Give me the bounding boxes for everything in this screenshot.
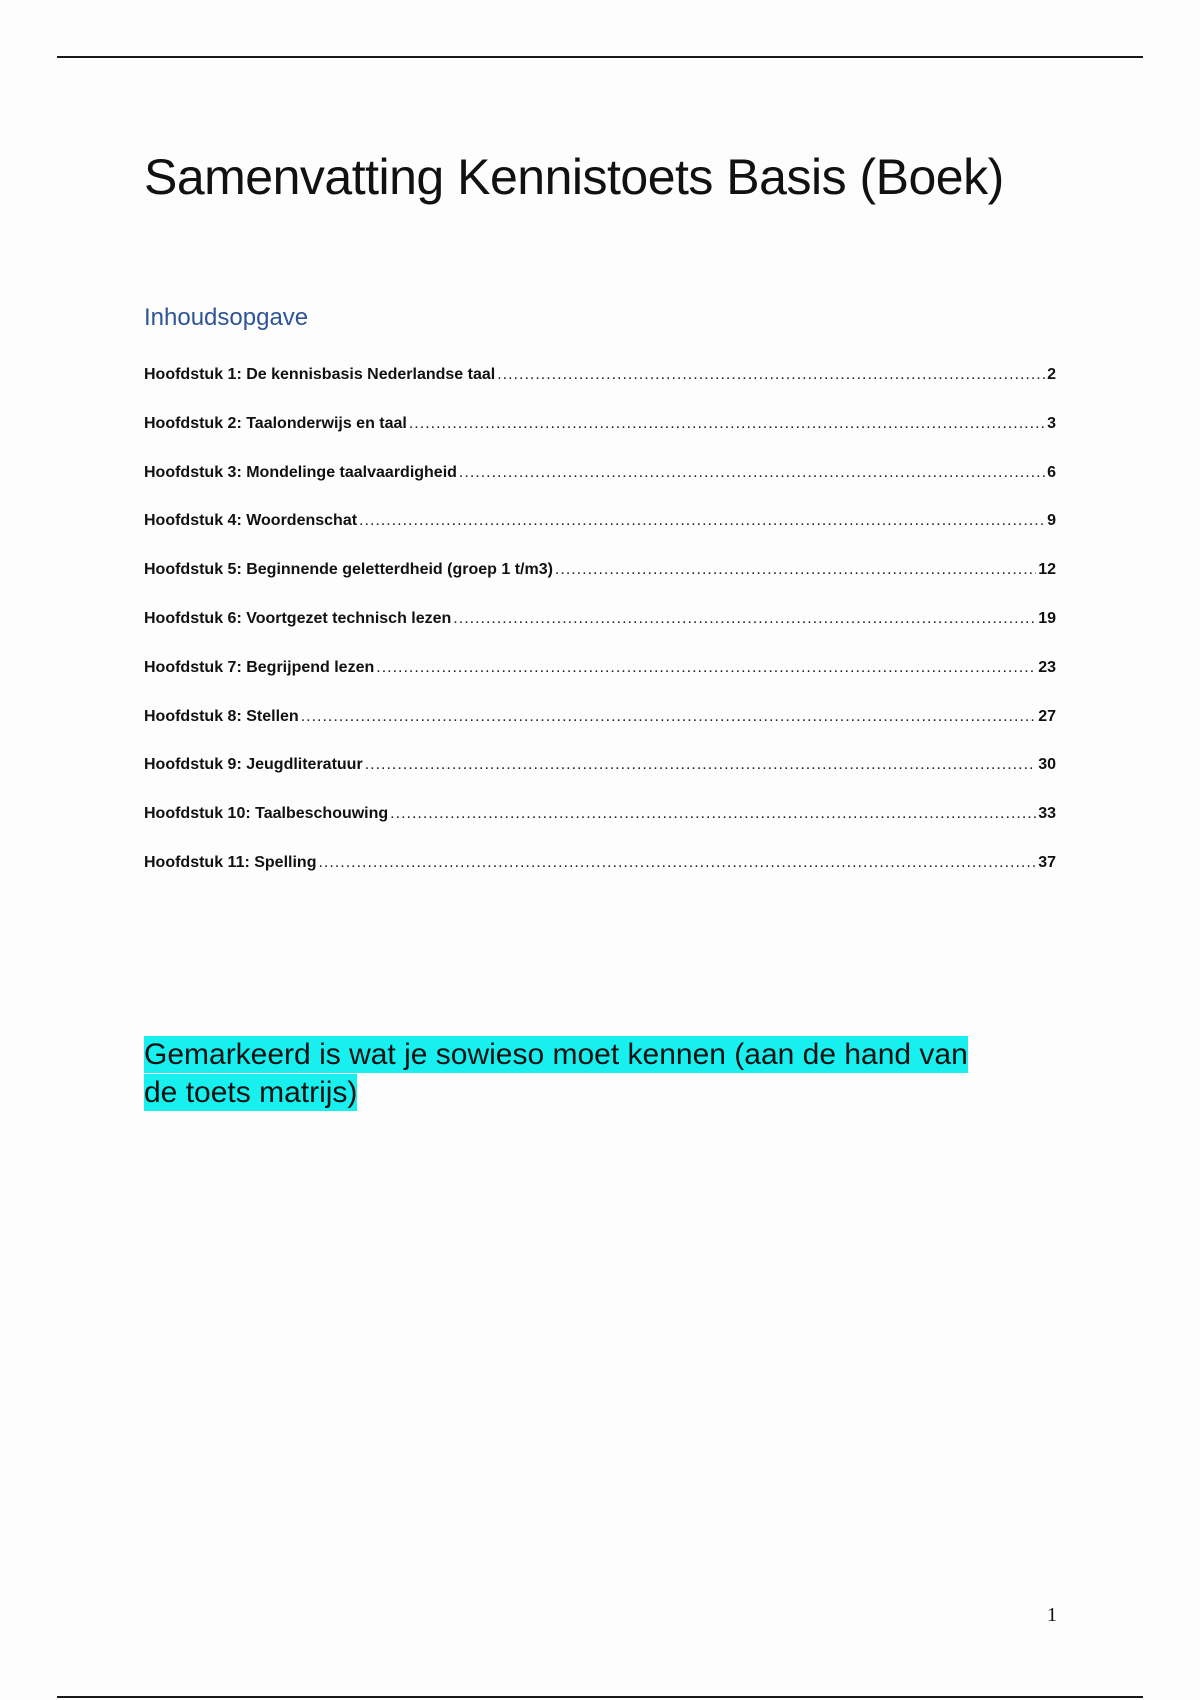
toc-entry[interactable]: [144, 708, 1056, 757]
toc-entry-page: 30: [1038, 756, 1056, 774]
toc-entry[interactable]: [144, 561, 1056, 610]
toc-entry-page: 12: [1038, 561, 1056, 579]
toc-entry-page: 19: [1038, 609, 1056, 627]
toc-entry[interactable]: [144, 854, 1056, 903]
highlight-note-text: Gemarkeerd is wat je sowieso moet kennen (aan de hand van de toets matrijs): [144, 1038, 968, 1109]
toc-entry[interactable]: [144, 659, 1056, 708]
document-title: Samenvatting Kennistoets Basis (Boek): [144, 149, 1004, 205]
toc-dot-leader: [459, 464, 1045, 482]
toc-entry[interactable]: [144, 464, 1056, 513]
toc-entry-page: 37: [1038, 853, 1056, 871]
toc-entry-label: Hoofdstuk 1: De kennisbasis Nederlandse taal: [144, 366, 496, 383]
page-bottom-rule: [57, 1696, 1143, 1698]
toc-dot-leader: [497, 366, 1045, 384]
highlight-note: [144, 1036, 1004, 1112]
toc-entry[interactable]: [144, 805, 1056, 854]
toc-entry-page: 23: [1038, 658, 1056, 676]
toc-entry-page: 9: [1047, 512, 1056, 530]
page-top-rule: [57, 56, 1143, 58]
toc-dot-leader: [555, 561, 1036, 579]
toc-heading: Inhoudsopgave: [144, 304, 309, 331]
toc-entry[interactable]: [144, 512, 1056, 561]
toc-dot-leader: [453, 610, 1036, 628]
toc-entry[interactable]: [144, 415, 1056, 464]
toc-entry-page: 6: [1047, 463, 1056, 481]
toc-dot-leader: [365, 756, 1037, 774]
toc-entry-label: Hoofdstuk 10: Taalbeschouwing: [144, 805, 389, 823]
toc-entry-page: 27: [1038, 707, 1056, 725]
toc-entry-label: Hoofdstuk 7: Begrijpend lezen: [144, 658, 375, 676]
toc-entry-label: Hoofdstuk 9: Jeugdliteratuur: [144, 756, 363, 774]
toc-dot-leader: [409, 415, 1045, 433]
toc-dot-leader: [376, 659, 1036, 677]
toc-dot-leader: [390, 805, 1036, 823]
table-of-contents: [144, 366, 1056, 903]
toc-dot-leader: [301, 708, 1037, 726]
toc-dot-leader: [318, 854, 1036, 872]
toc-entry-label: Hoofdstuk 8: Stellen: [144, 707, 299, 725]
toc-entry-page: 2: [1047, 366, 1056, 383]
toc-entry-page: 33: [1038, 805, 1056, 823]
toc-entry[interactable]: [144, 610, 1056, 659]
toc-entry-label: Hoofdstuk 2: Taalonderwijs en taal: [144, 414, 407, 432]
toc-entry-page: 3: [1047, 414, 1056, 432]
toc-dot-leader: [359, 512, 1045, 530]
toc-entry[interactable]: [144, 756, 1056, 805]
toc-entry[interactable]: [144, 366, 1056, 415]
toc-entry-label: Hoofdstuk 4: Woordenschat: [144, 512, 358, 530]
toc-entry-label: Hoofdstuk 5: Beginnende geletterdheid (groep 1 t/m3): [144, 561, 553, 579]
toc-entry-label: Hoofdstuk 11: Spelling: [144, 853, 317, 871]
page-number: 1: [1047, 1604, 1057, 1626]
toc-entry-label: Hoofdstuk 6: Voortgezet technisch lezen: [144, 609, 452, 627]
toc-entry-label: Hoofdstuk 3: Mondelinge taalvaardigheid: [144, 463, 457, 481]
